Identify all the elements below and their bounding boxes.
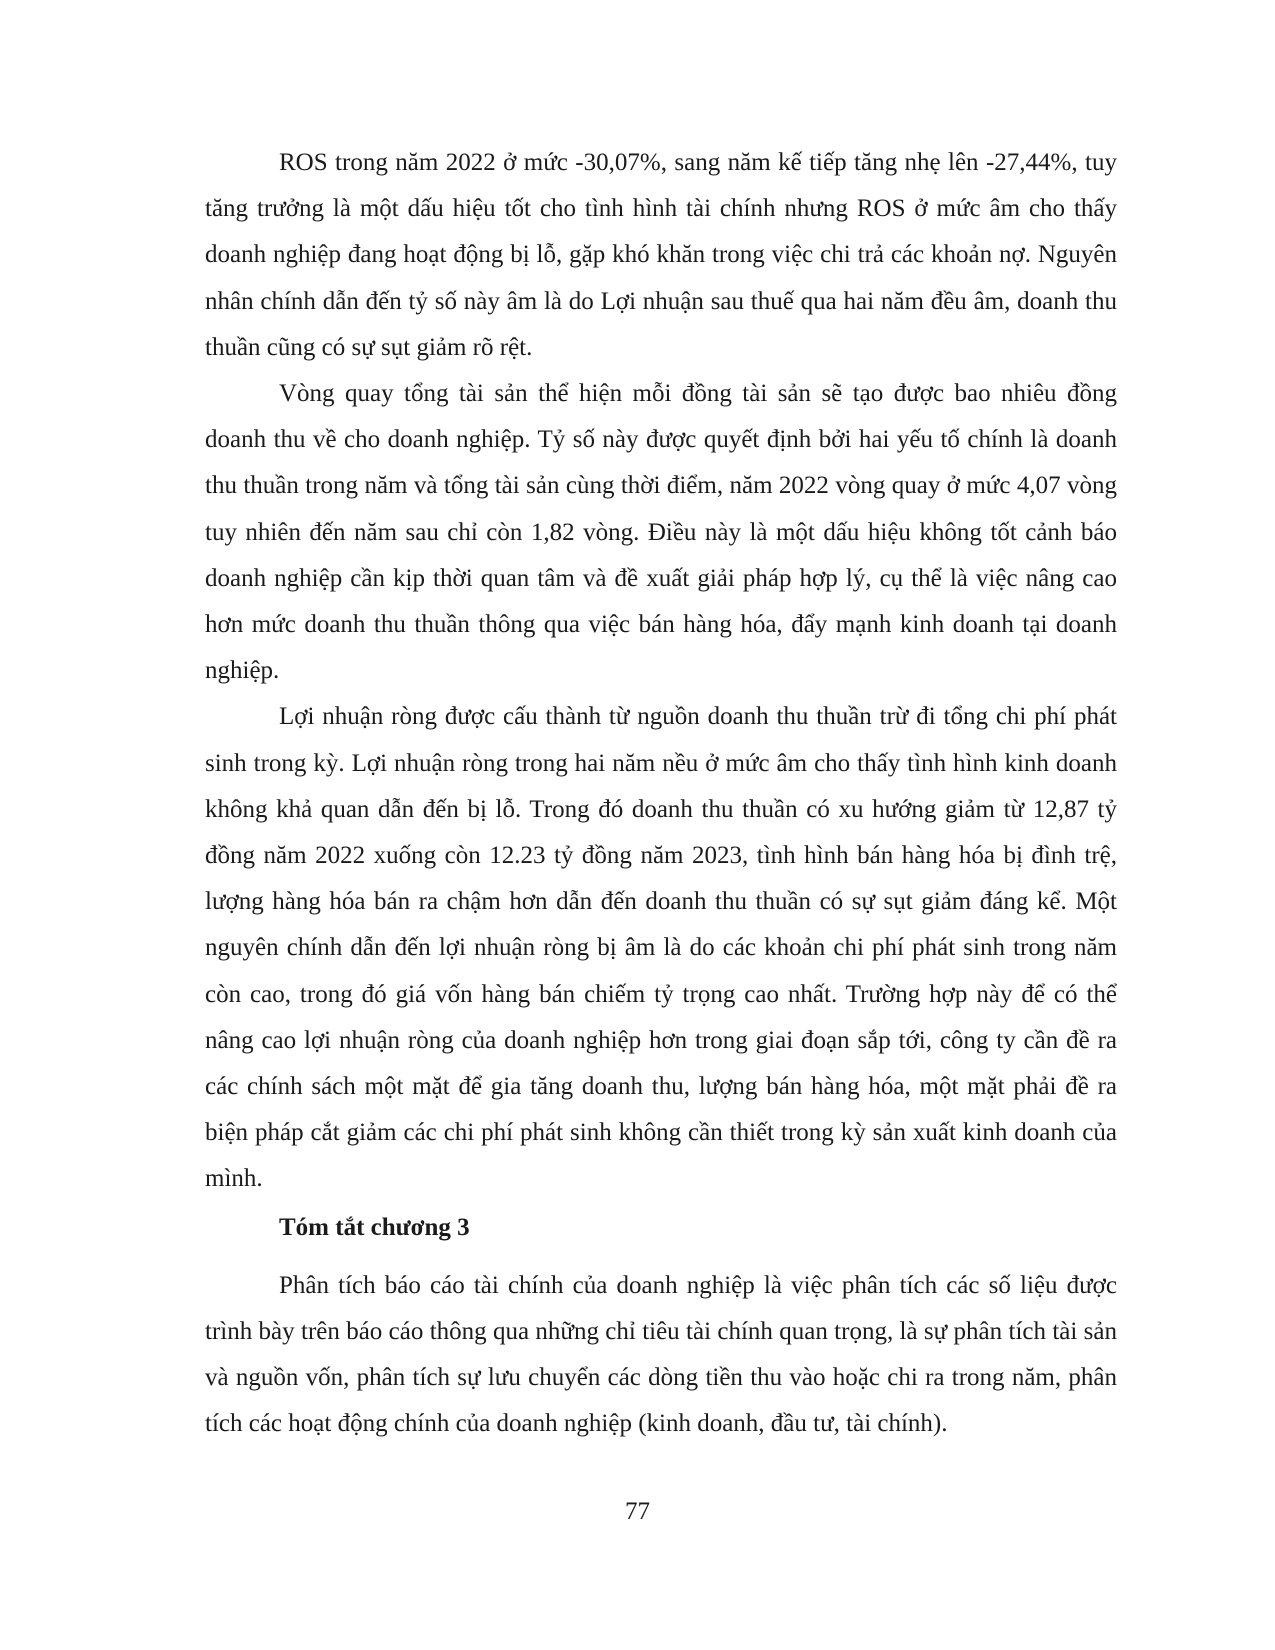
paragraph-asset-turnover: Vòng quay tổng tài sản thể hiện mỗi đồng tài sản sẽ tạo được bao nhiêu đồng doanh thu về cho doanh nghiệp. Tỷ số này được quyết định bởi hai yếu tố chính là doanh thu thuần trong năm và tổng tài sản cùng thời điểm, năm 2022 vòng quay ở mức 4,07 vòng tuy nhiên đến năm sau chỉ còn 1,82 vòng. Điều này là một dấu hiệu không tốt cảnh báo doanh nghiệp cần kịp thời quan tâm và đề xuất giải pháp hợp lý, cụ thể là việc nâng cao hơn mức doanh thu thuần thông qua việc bán hàng hóa, đẩy mạnh kinh doanh tại doanh nghiệp. — [205, 380, 1117, 685]
section-heading: Tóm tắt chương 3 — [279, 1213, 470, 1241]
paragraph-ros: ROS trong năm 2022 ở mức -30,07%, sang năm kế tiếp tăng nhẹ lên -27,44%, tuy tăng trưởng là một dấu hiệu tốt cho tình hình tài chính nhưng ROS ở mức âm cho thấy doanh nghiệp đang hoạt động bị lỗ, gặp khó khăn trong việc chi trả các khoản nợ. Nguyên nhân chính dẫn đến tỷ số này âm là do Lợi nhuận sau thuế qua hai năm đều âm, doanh thu thuần cũng có sự sụt giảm rõ rệt. — [205, 149, 1117, 361]
page-number: 77 — [625, 1498, 650, 1525]
paragraph-net-profit: Lợi nhuận ròng được cấu thành từ nguồn doanh thu thuần trừ đi tổng chi phí phát sinh trong kỳ. Lợi nhuận ròng trong hai năm nều ở mức âm cho thấy tình hình kinh doanh không khả quan dẫn đến bị lỗ. Trong đó doanh thu thuần có xu hướng giảm từ 12,87 tỷ đồng năm 2022 xuống còn 12.23 tỷ đồng năm 2023, tình hình bán hàng hóa bị đình trệ, lượng hàng hóa bán ra chậm hơn dẫn đến doanh thu thuần có sự sụt giảm đáng kể. Một nguyên chính dẫn đến lợi nhuận ròng bị âm là do các khoản chi phí phát sinh trong năm còn cao, trong đó giá vốn hàng bán chiếm tỷ trọng cao nhất. Trường hợp này để có thể nâng cao lợi nhuận ròng của doanh nghiệp hơn trong giai đoạn sắp tới, công ty cần đề ra các chính sách một mặt để gia tăng doanh thu, lượng bán hàng hóa, một mặt phải đề ra biện pháp cắt giảm các chi phí phát sinh không cần thiết trong kỳ sản xuất kinh doanh của mình. — [205, 703, 1117, 1193]
paragraph-chapter-summary: Phân tích báo cáo tài chính của doanh nghiệp là việc phân tích các số liệu được trình bày trên báo cáo thông qua những chỉ tiêu tài chính quan trọng, là sự phân tích tài sản và nguồn vốn, phân tích sự lưu chuyển các dòng tiền thu vào hoặc chi ra trong năm, phân tích các hoạt động chính của doanh nghiệp (kinh doanh, đầu tư, tài chính). — [205, 1271, 1117, 1438]
document-body — [205, 140, 1117, 1447]
